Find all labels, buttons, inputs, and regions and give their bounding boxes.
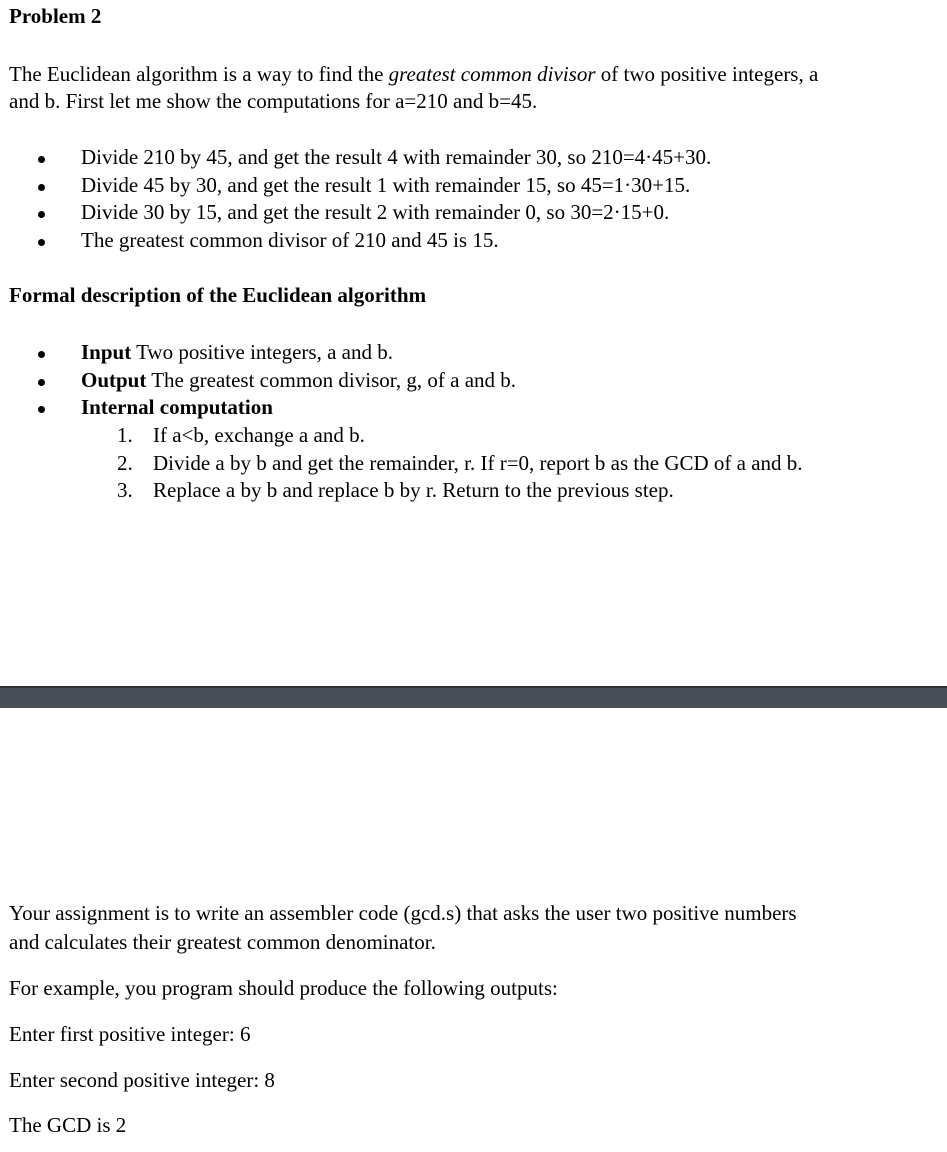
intro-line-1	[9, 62, 818, 87]
numbered-item: Replace a by b and replace b by r. Return to the previous step.	[153, 478, 674, 502]
example-output-1: Enter first positive integer: 6	[9, 1022, 251, 1046]
example-output-3: The GCD is 2	[9, 1113, 127, 1137]
bullet-icon	[38, 211, 45, 218]
problem-title: Problem 2	[9, 4, 102, 28]
list-item: The greatest common divisor of 210 and 45 is 15.	[81, 228, 499, 252]
bullet-icon	[38, 379, 45, 386]
input-label: Input	[81, 340, 132, 364]
output-text: The greatest common divisor, g, of a and b.	[146, 368, 517, 392]
document-page-bottom	[0, 708, 947, 1152]
list-item: Divide 30 by 15, and get the result 2 with remainder 0, so 30=2·15+0.	[81, 200, 670, 224]
numbered-item: If a<b, exchange a and b.	[153, 423, 365, 447]
intro-line-2: and b. First let me show the computations for a=210 and b=45.	[9, 89, 538, 113]
numbered-marker: 1.	[117, 423, 133, 447]
bullet-icon	[38, 406, 45, 413]
page-divider	[0, 686, 947, 708]
intro-line-1-start: The Euclidean algorithm is a way to find the	[9, 62, 389, 86]
list-item-input	[81, 340, 393, 365]
bullet-icon	[38, 184, 45, 191]
intro-line-1-end: of two positive integers, a	[595, 62, 819, 86]
list-item: Divide 45 by 30, and get the result 1 with remainder 15, so 45=1·30+15.	[81, 173, 691, 197]
list-item-internal	[81, 395, 273, 420]
output-label: Output	[81, 368, 147, 392]
example-intro: For example, you program should produce the following outputs:	[9, 976, 558, 1000]
numbered-marker: 3.	[117, 478, 133, 502]
input-text: Two positive integers, a and b.	[131, 340, 393, 364]
numbered-marker: 2.	[117, 451, 133, 475]
assignment-line-2: and calculates their greatest common denominator.	[9, 930, 436, 954]
internal-label: Internal computation	[81, 395, 273, 419]
numbered-item: Divide a by b and get the remainder, r. If r=0, report b as the GCD of a and b.	[153, 451, 803, 475]
list-item-output	[81, 368, 516, 393]
intro-emphasis: greatest common divisor	[388, 62, 596, 86]
bullet-icon	[38, 239, 45, 246]
example-output-2: Enter second positive integer: 8	[9, 1068, 275, 1092]
list-item: Divide 210 by 45, and get the result 4 with remainder 30, so 210=4·45+30.	[81, 145, 712, 169]
bullet-icon	[38, 156, 45, 163]
bullet-icon	[38, 351, 45, 358]
section-heading: Formal description of the Euclidean algorithm	[9, 283, 427, 307]
assignment-line-1: Your assignment is to write an assembler code (gcd.s) that asks the user two positive numbers	[9, 901, 797, 925]
